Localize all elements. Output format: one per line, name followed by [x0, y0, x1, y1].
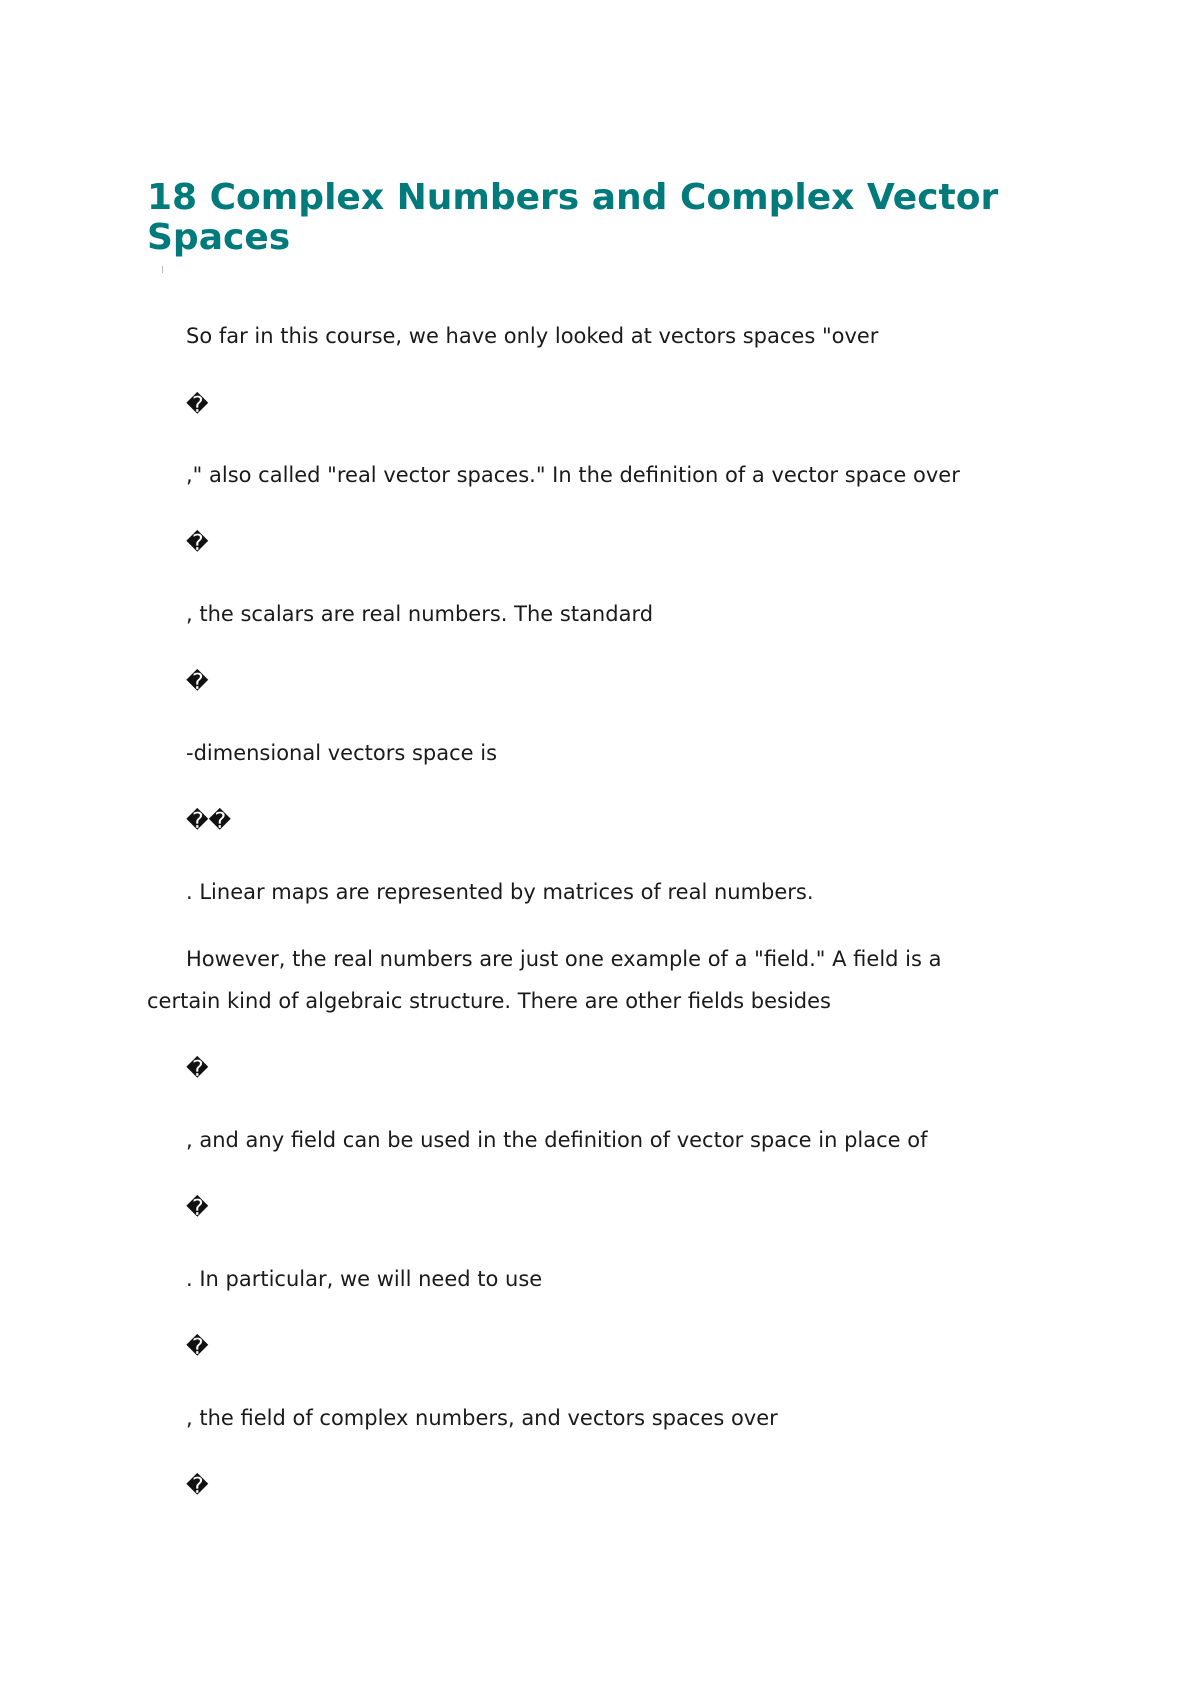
decorative-mark — [162, 266, 163, 273]
paragraph-line: , the scalars are real numbers. The standard — [186, 602, 654, 626]
paragraph-line: So far in this course, we have only looked at vectors spaces "over — [186, 324, 879, 348]
page-title: 18 Complex Numbers and Complex Vector Spaces — [147, 177, 999, 258]
paragraph-line: certain kind of algebraic structure. There are other fields besides — [147, 989, 831, 1013]
math-symbol-placeholder: � — [186, 1057, 209, 1082]
paragraph-line: ," also called "real vector spaces." In the definition of a vector space over — [186, 463, 960, 487]
paragraph-line: However, the real numbers are just one example of a "field." A field is a — [186, 947, 942, 971]
math-symbol-placeholder: � — [186, 1335, 209, 1360]
paragraph-line: -dimensional vectors space is — [186, 741, 498, 765]
paragraph-line: , the field of complex numbers, and vectors spaces over — [186, 1406, 778, 1430]
paragraph-line: . In particular, we will need to use — [186, 1267, 543, 1291]
math-symbol-placeholder: � — [186, 1474, 209, 1499]
paragraph-line: , and any field can be used in the definition of vector space in place of — [186, 1128, 928, 1152]
math-symbol-placeholder: � — [186, 670, 209, 695]
math-symbol-placeholder: � — [186, 393, 209, 418]
math-symbol-placeholder: � — [186, 531, 209, 556]
math-symbol-placeholder: � — [186, 1196, 209, 1221]
math-symbol-placeholder: �� — [186, 809, 232, 834]
paragraph-line: . Linear maps are represented by matrices of real numbers. — [186, 880, 814, 904]
